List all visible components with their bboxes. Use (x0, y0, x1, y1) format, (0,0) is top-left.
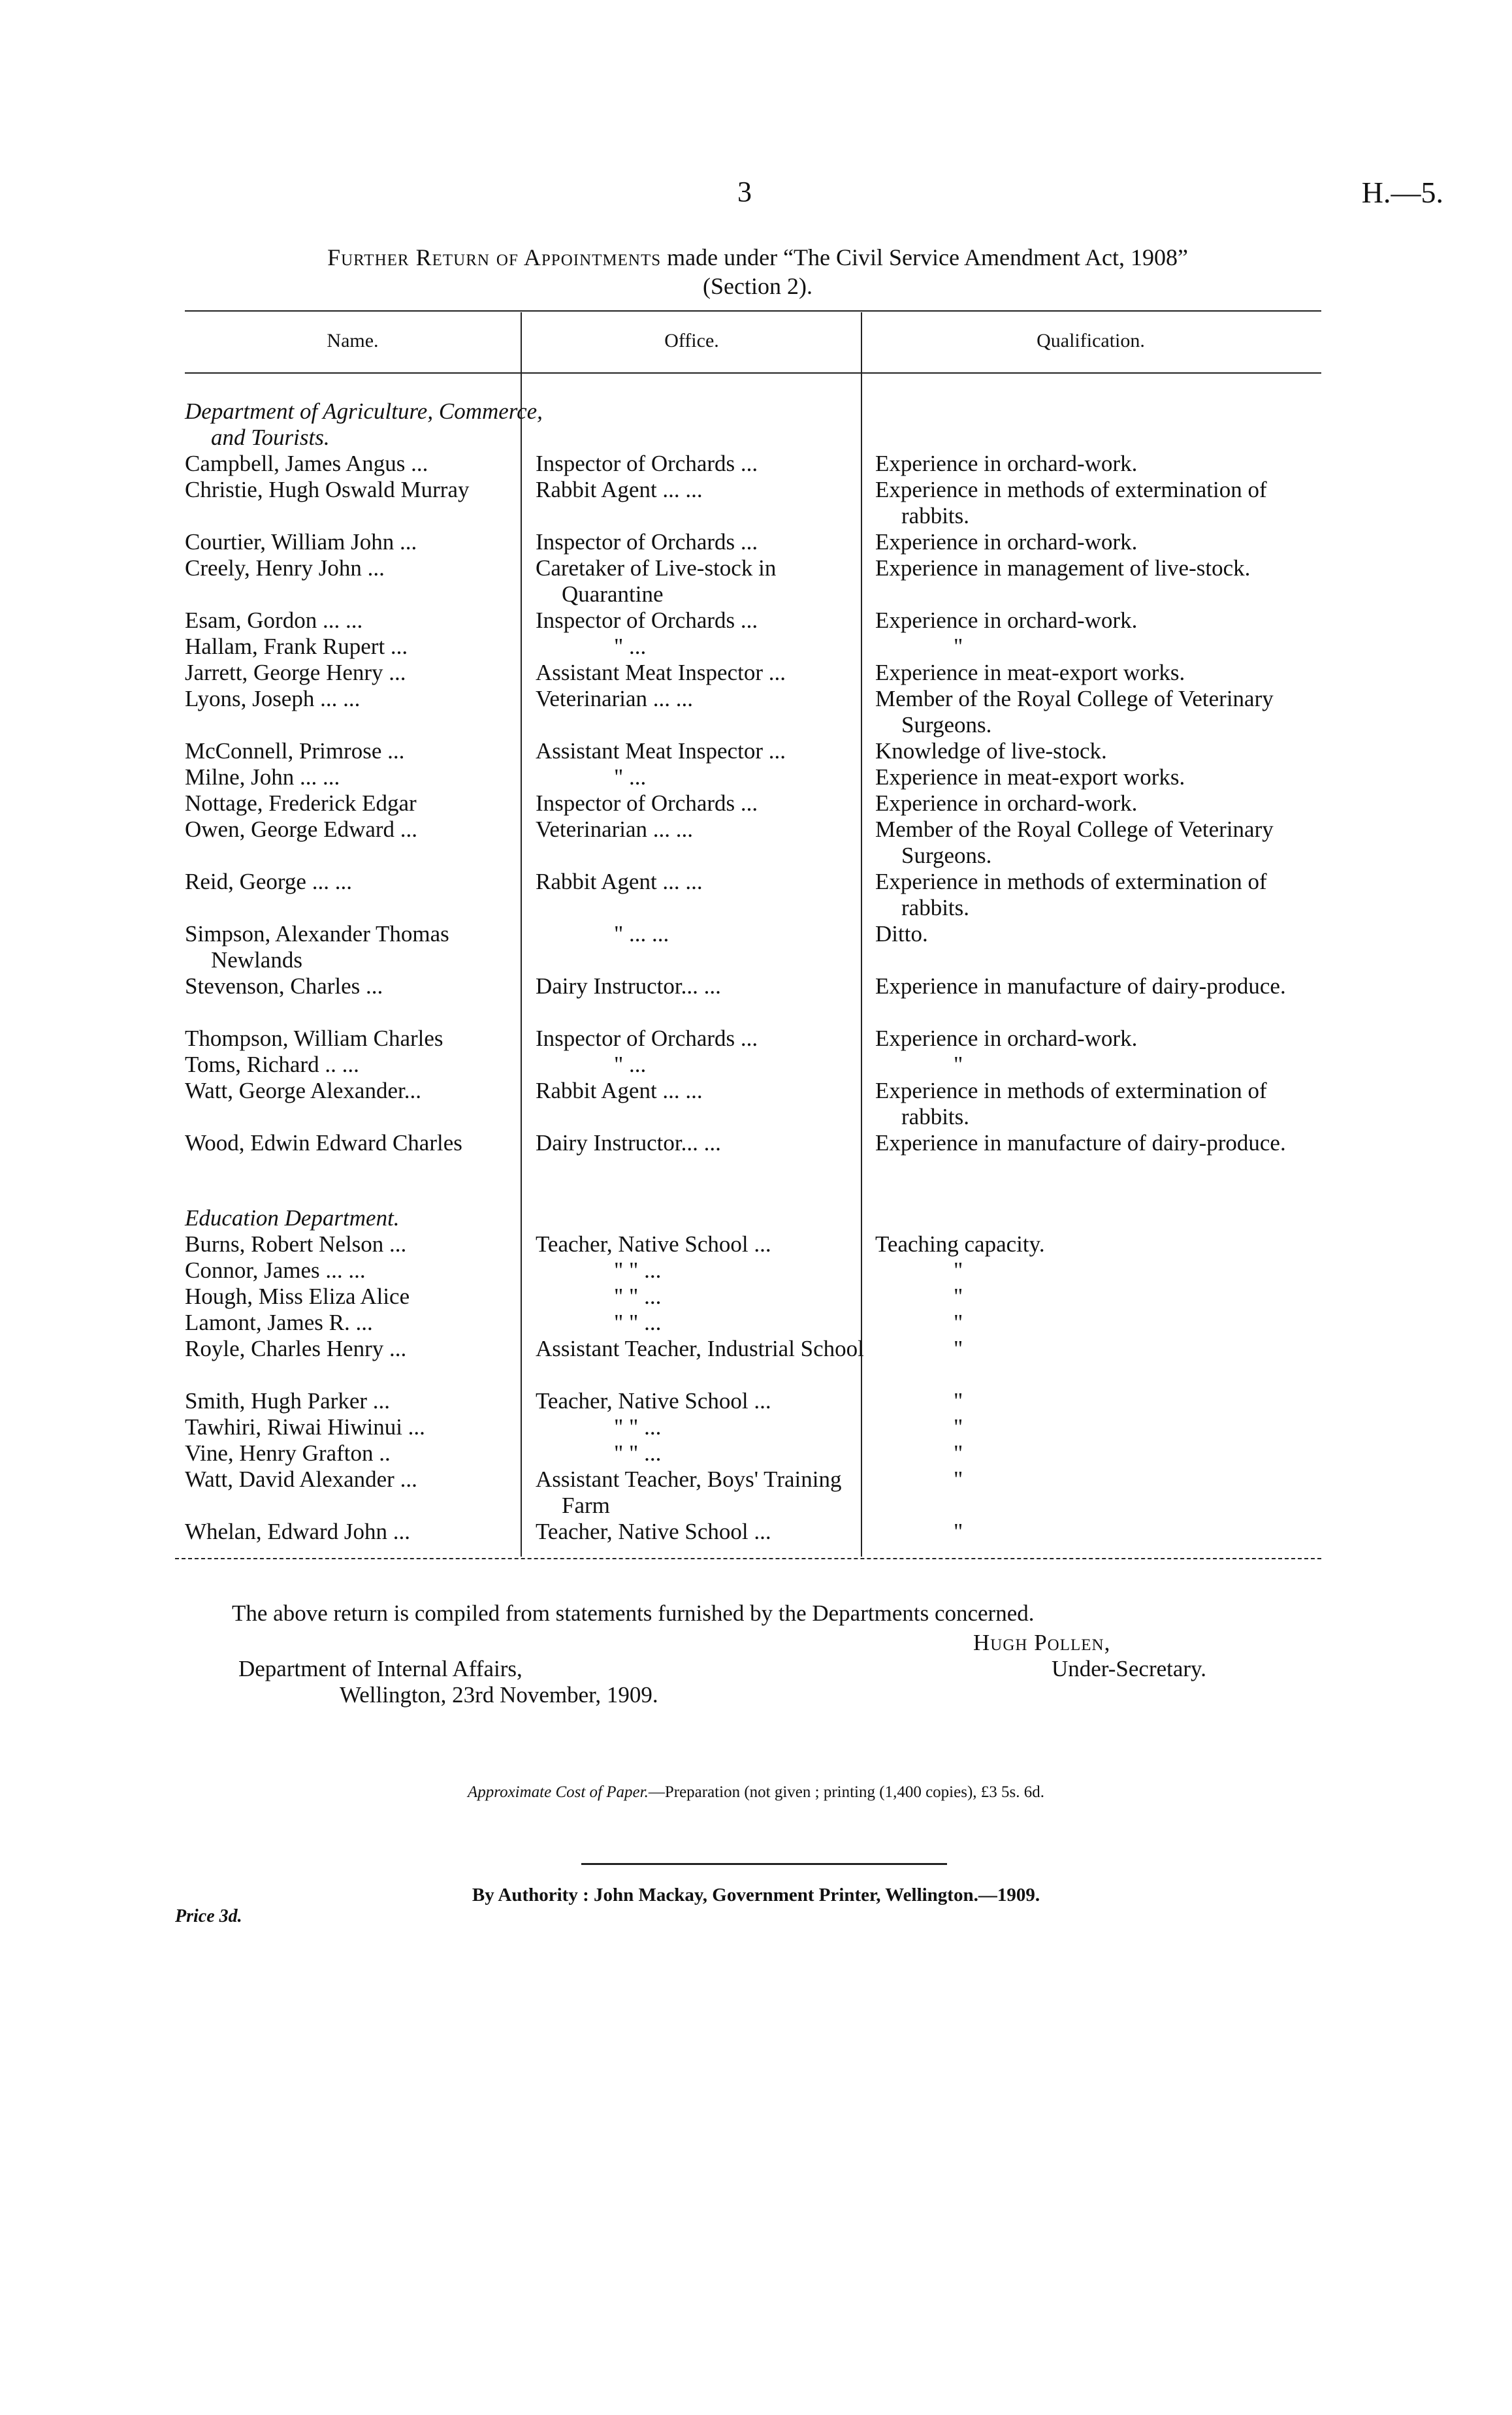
price: Price 3d. (175, 1906, 242, 1926)
qualification-cell: Experience in orchard-work. (875, 790, 1138, 816)
qualification-cell: " (954, 1257, 963, 1283)
qualification-cell: Knowledge of live-stock. (875, 738, 1107, 764)
appointee-name: Hallam, Frank Rupert ... (185, 634, 408, 659)
qualification-cell: Experience in orchard-work. (875, 529, 1138, 555)
appointee-name: Wood, Edwin Edward Charles (185, 1130, 462, 1156)
document-reference: H.—5. (1361, 176, 1443, 209)
office-cell: " " ... (614, 1414, 662, 1440)
table-header-rule (185, 372, 1321, 374)
qualification-cell: Experience in management of live-stock. (875, 555, 1251, 581)
appointee-name: Watt, George Alexander... (185, 1078, 421, 1103)
appointee-name: Milne, John ... ... (185, 764, 340, 790)
qualification-cell: Teaching capacity. (875, 1231, 1045, 1257)
issuing-department: Department of Internal Affairs, (238, 1656, 523, 1681)
office-cell: " ... (614, 634, 647, 659)
qualification-cell: Experience in orchard-work. (875, 451, 1138, 476)
office-cell: " ... (614, 764, 647, 790)
appointee-name: Esam, Gordon ... ... (185, 608, 363, 633)
office-cell: " " ... (614, 1440, 662, 1466)
office-cell: " " ... (614, 1257, 662, 1283)
qualification-cell: " (954, 1440, 963, 1466)
qualification-cell: " (954, 1388, 963, 1414)
office-cell: Veterinarian ... ... (536, 686, 694, 711)
place-and-date: Wellington, 23rd November, 1909. (340, 1682, 658, 1708)
qualification-cell: Experience in manufacture of dairy-produce. (875, 1130, 1286, 1156)
office-cell: Teacher, Native School ... (536, 1388, 771, 1414)
appointee-name: Campbell, James Angus ... (185, 451, 428, 476)
appointee-name: Burns, Robert Nelson ... (185, 1231, 407, 1257)
office-cell: Inspector of Orchards ... (536, 608, 758, 633)
qualification-cell: Experience in meat-export works. (875, 764, 1185, 790)
office-cell: Teacher, Native School ... (536, 1231, 771, 1257)
qualification-cell: Member of the Royal College of Veterinary Surgeons. (875, 817, 1274, 868)
qualification-cell: Experience in methods of extermination of rabbits. (875, 477, 1267, 528)
appointee-name: Hough, Miss Eliza Alice (185, 1284, 410, 1309)
appointee-name: Watt, David Alexander ... (185, 1467, 417, 1492)
page-title (157, 243, 1359, 300)
qualification-cell: " (954, 634, 963, 659)
signatory-name: Hugh Pollen, (973, 1630, 1111, 1655)
appointee-name: Lyons, Joseph ... ... (185, 686, 361, 711)
cost-of-paper (196, 1783, 1316, 1802)
office-cell: Dairy Instructor... ... (536, 973, 721, 999)
qualification-cell: " (954, 1310, 963, 1335)
appointee-name: Vine, Henry Grafton .. (185, 1440, 391, 1466)
qualification-cell: Experience in orchard-work. (875, 608, 1138, 633)
office-cell: Inspector of Orchards ... (536, 451, 758, 476)
appointee-name: Toms, Richard .. ... (185, 1052, 359, 1077)
appointee-name: Connor, James ... ... (185, 1257, 366, 1283)
qualification-cell: Member of the Royal College of Veterinary Surgeons. (875, 686, 1274, 737)
qualification-cell: " (954, 1336, 963, 1361)
office-cell: " ... ... (614, 921, 669, 947)
cost-label: Approximate Cost of Paper. (468, 1783, 649, 1801)
office-cell: Inspector of Orchards ... (536, 1026, 758, 1051)
office-cell: Assistant Teacher, Boys' Training Farm (536, 1467, 842, 1518)
appointee-name: Courtier, William John ... (185, 529, 417, 555)
qualification-cell: Experience in methods of extermination of rabbits. (875, 1078, 1267, 1129)
qualification-cell: " (954, 1414, 963, 1440)
compilation-note: The above return is compiled from statements furnished by the Departments concerned. (232, 1600, 1035, 1626)
office-cell: Inspector of Orchards ... (536, 529, 758, 555)
department-heading: Department of Agriculture, Commerce, and Tourists. (185, 398, 543, 450)
appointee-name: Reid, George ... ... (185, 869, 352, 894)
office-cell: " ... (614, 1052, 647, 1077)
column-header-name: Name. (327, 330, 379, 351)
table-bottom-rule (175, 1558, 1321, 1559)
title-small-caps: Further Return of Appointments (327, 244, 662, 270)
appointee-name: Nottage, Frederick Edgar (185, 790, 417, 816)
qualification-cell: " (954, 1467, 963, 1492)
qualification-cell: Experience in methods of extermination of rabbits. (875, 869, 1267, 920)
office-cell: Assistant Teacher, Industrial School (536, 1336, 864, 1361)
qualification-cell: " (954, 1052, 963, 1077)
department-heading: Education Department. (185, 1205, 400, 1231)
cost-detail: —Preparation (not given ; printing (1,400 copies), £3 5s. 6d. (648, 1783, 1044, 1801)
appointee-name: Lamont, James R. ... (185, 1310, 373, 1335)
appointee-name: Christie, Hugh Oswald Murray (185, 477, 470, 502)
column-header-office: Office. (664, 330, 719, 351)
appointee-name: Jarrett, George Henry ... (185, 660, 406, 685)
signatory-title: Under-Secretary. (1052, 1656, 1207, 1681)
qualification-cell: Experience in manufacture of dairy-produce. (875, 973, 1286, 999)
appointee-name: Smith, Hugh Parker ... (185, 1388, 391, 1414)
qualification-cell: " (954, 1519, 963, 1544)
appointee-name: Creely, Henry John ... (185, 555, 385, 581)
office-cell: Rabbit Agent ... ... (536, 477, 703, 502)
page-number: 3 (737, 176, 752, 208)
office-cell: Rabbit Agent ... ... (536, 1078, 703, 1103)
appointee-name: Whelan, Edward John ... (185, 1519, 411, 1544)
title-rest: made under “The Civil Service Amendment Act, 1908” (667, 244, 1188, 270)
office-cell: Assistant Meat Inspector ... (536, 738, 786, 764)
title-line-1 (157, 243, 1359, 272)
appointee-name: McConnell, Primrose ... (185, 738, 405, 764)
printing-authority: By Authority : John Mackay, Government Printer, Wellington.—1909. (472, 1885, 1040, 1905)
column-header-qualification: Qualification. (1037, 330, 1145, 351)
appointee-name: Stevenson, Charles ... (185, 973, 383, 999)
qualification-cell: Experience in meat-export works. (875, 660, 1185, 685)
office-cell: Caretaker of Live-stock in Quarantine (536, 555, 777, 607)
office-cell: " " ... (614, 1284, 662, 1309)
qualification-cell: " (954, 1284, 963, 1309)
appointee-name: Simpson, Alexander Thomas Newlands (185, 921, 449, 973)
appointee-name: Royle, Charles Henry ... (185, 1336, 407, 1361)
qualification-cell: Ditto. (875, 921, 928, 947)
office-cell: Inspector of Orchards ... (536, 790, 758, 816)
title-line-2: (Section 2). (703, 273, 812, 299)
office-cell: " " ... (614, 1310, 662, 1335)
qualification-cell: Experience in orchard-work. (875, 1026, 1138, 1051)
appointee-name: Thompson, William Charles (185, 1026, 443, 1051)
office-cell: Dairy Instructor... ... (536, 1130, 721, 1156)
office-cell: Teacher, Native School ... (536, 1519, 771, 1544)
authority-rule (581, 1863, 947, 1865)
table-top-rule (185, 310, 1321, 312)
office-cell: Assistant Meat Inspector ... (536, 660, 786, 685)
office-cell: Rabbit Agent ... ... (536, 869, 703, 894)
office-cell: Veterinarian ... ... (536, 817, 694, 842)
appointee-name: Tawhiri, Riwai Hiwinui ... (185, 1414, 425, 1440)
appointee-name: Owen, George Edward ... (185, 817, 418, 842)
